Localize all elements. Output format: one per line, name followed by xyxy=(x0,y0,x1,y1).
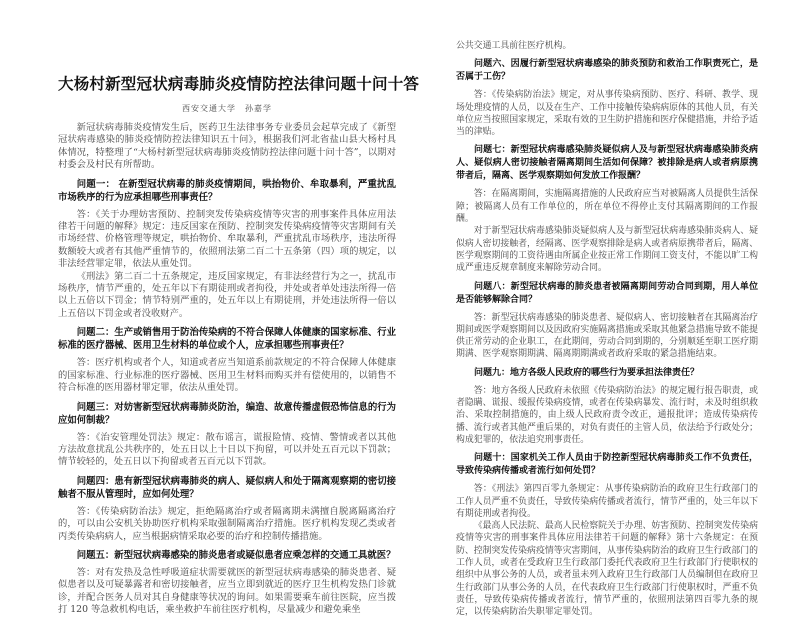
question-heading: 问题五：新型冠状病毒感染的肺炎患者或疑似患者应乘怎样的交通工具就医？ xyxy=(76,549,396,561)
answer-paragraph: 新冠状病毒肺炎疫情发生后，医药卫生法律事务专业委员会起草完成了《新型冠状病毒感染的肺炎疫情防控法律知识五十问》，根据我们河北省盐山县大杨村具体情况，特整理了“大杨村新型冠状病毒肺炎疫情防控法律问题十问十答”，以期对村委会及村民有所帮助。 xyxy=(58,122,396,171)
question-heading: 问题六、因履行新型冠状病毒感染的肺炎预防和救治工作职责死亡，是否属于工伤？ xyxy=(456,59,758,83)
answer-paragraph: 《刑法》第二百二十五条规定，违反国家规定，有非法经营行为之一，扰乱市场秩序，情节严重的，处五年以下有期徒刑或者拘役，并处或者单处违法所得一倍以上五倍以下罚金；情节特别严重的，处五年以上有期徒刑，并处违法所得一倍以上五倍以下罚金或者没收财产。 xyxy=(58,270,396,319)
question-heading: 问题三：对妨害新型冠状病毒肺炎防治，编造、故意传播虚假恐怖信息的行为应如何制裁？ xyxy=(58,401,396,426)
answer-paragraph: 答：对有发热及急性呼吸道症状需要就医的新型冠状病毒感染的肺炎患者、疑似患者以及可疑暴露者和密切接触者，应当立即到就近的医疗卫生机构发热门诊就诊，并配合医务人员对其自身健康等状况的询问。如果需要乘车前往医院，应当拨打 120 等急救机构电话，乘坐救护车前往医疗机构，尽量减少和避免乘坐 xyxy=(58,566,396,616)
answer-paragraph: 《最高人民法院、最高人民检察院关于办理、妨害预防、控制突发传染病疫情等灾害的刑事案件具体应用法律若干问题的解释》第十六条规定：在预防、控制突发传染病疫情等灾害期间，从事传染病防治的政府卫生行政部门的工作人员，或者在受政府卫生行政部门委托代表政府卫生行政部门行使职权的组织中从事公务的人员，或者虽未列入政府卫生行政部门人员编制但在政府卫生行政部门从事公务的人员，在代表政府卫生行政部门行使职权时，严重不负责任，导致传染病传播或者流行，情节严重的，依照刑法第四百零九条的规定，以传染病防治失职罪定罪处罚。 xyxy=(456,521,758,618)
answer-paragraph: 对于新型冠状病毒感染肺炎疑似病人及与新型冠状病毒感染肺炎病人、疑似病人密切接触者，经隔离、医学观察排除是病人或者病原携带者后，隔离、医学观察期间的工资待遇由所属企业按正常工作期间工资支付，不能以旷工构成严重违反规章制度来解除劳动合同。 xyxy=(456,226,758,274)
question-heading: 问题九：地方各级人民政府的哪些行为要承担法律责任？ xyxy=(474,367,700,378)
document-title: 大杨村新型冠状病毒肺炎疫情防控法律问题十问十答 xyxy=(58,75,420,93)
question-heading: 问题八：新型冠状病毒的肺炎患者被隔离期间劳动合同到期，用人单位是否能够解除合同？ xyxy=(456,281,758,305)
answer-paragraph: 答：地方各级人民政府未依照《传染病防治法》的规定履行报告职责，或者隐瞒、谎报、缓报传染病疫情，或者在传染病暴发、流行时，未及时组织救治、采取控制措施的，由上级人民政府责令改正，通报批评；造成传染病传播、流行或者其他严重后果的，对负有责任的主管人员，依法给予行政处分；构成犯罪的，依法追究刑事责任。 xyxy=(456,385,758,445)
left-column xyxy=(58,72,420,617)
right-column xyxy=(456,40,758,619)
answer-paragraph: 答：《刑法》第四百零九条规定：从事传染病防治的政府卫生行政部门的工作人员严重不负责任，导致传染病传播或者流行，情节严重的，处三年以下有期徒刑或者拘役。 xyxy=(456,484,758,519)
left-column-body xyxy=(58,122,396,617)
answer-paragraph: 答：《关于办理妨害预防、控制突发传染病疫情等灾害的刑事案件具体应用法律若干问题的解释》规定：违反国家在预防、控制突发传染病疫情等灾害期间有关市场经营、价格管理等规定，哄抬物价、牟取暴利，严重扰乱市场秩序，违法所得数额较大或者有其他严重情节的，依照刑法第二百二十五条第（四）项的规定，以非法经营罪定罪，依法从重处罚。 xyxy=(58,208,396,270)
answer-paragraph: 公共交通工具前往医疗机构。 xyxy=(456,41,572,51)
question-heading: 问题二：生产或销售用于防治传染病的不符合保障人体健康的国家标准、行业标准的医疗器械、医用卫生材料的单位或个人，应承担哪些刑事责任？ xyxy=(58,327,396,352)
document-author: 西安交通大学 孙嘉学 xyxy=(182,104,272,113)
answer-paragraph: 答：新型冠状病毒感染的肺炎患者、疑似病人、密切接触者在其隔离治疗期间或医学观察期间以及因政府实施隔离措施或采取其他紧急措施导致不能提供正常劳动的企业职工，在此期间，劳动合同到期的，分别顺延至职工医疗期期满、医学观察期期满、隔离期期满或者政府采取的紧急措施结束。 xyxy=(456,312,758,360)
answer-paragraph: 答：《治安管理处罚法》规定：散布谣言，谎报险情、疫情、警情或者以其他方法故意扰乱公共秩序的，处五日以上十日以下拘留，可以并处五百元以下罚款；情节较轻的，处五日以下拘留或者五百元以下罚款。 xyxy=(58,431,396,468)
right-column-body xyxy=(456,40,758,619)
answer-paragraph: 答：医疗机构或者个人，知道或者应当知道系前款规定的不符合保障人体健康的国家标准、行业标准的医疗器械、医用卫生材料而购买并有偿使用的，以销售不符合标准的医用器材罪定罪，依法从重处罚。 xyxy=(58,357,396,394)
question-heading: 问题七：新型冠状病毒感染肺炎疑似病人及与新型冠状病毒感染肺炎病人、疑似病人密切接触者隔离期间生活如何保障？被排除是病人或者病原携带者后，隔离、医学观察期如何发放工作报酬？ xyxy=(456,145,758,182)
answer-paragraph: 答：《传染病防治法》规定，对从事传染病预防、医疗、科研、教学、现场处理疫情的人员，以及在生产、工作中接触传染病病原体的其他人员，有关单位应当按照国家规定，采取有效的卫生防护措施和医疗保健措施，并给予适当的津贴。 xyxy=(456,90,758,138)
question-heading: 问题四：患有新型冠状病毒肺炎的病人、疑似病人和处于隔离观察期的密切接触者不服从管理时，应如何处理？ xyxy=(58,475,396,500)
question-heading: 问题一： 在新型冠状病毒的肺炎疫情期间，哄抬物价、牟取暴利，严重扰乱市场秩序的行为应承担哪些刑事责任？ xyxy=(58,178,396,203)
answer-paragraph: 答：《传染病防治法》规定，拒绝隔离治疗或者隔离期未满擅自脱离隔离治疗的，可以由公安机关协助医疗机构采取强制隔离治疗措施。医疗机构发现乙类或者丙类传染病病人，应当根据病情采取必要的治疗和控制传播措施。 xyxy=(58,505,396,542)
answer-paragraph: 答：在隔离期间，实施隔离措施的人民政府应当对被隔离人员提供生活保障；被隔离人员有工作单位的，所在单位不得停止支付其隔离期间的工作报酬。 xyxy=(456,189,758,225)
question-heading: 问题十：国家机关工作人员由于防控新型冠状病毒肺炎工作不负责任，导致传染病传播或者流行如何处罚？ xyxy=(456,453,758,477)
